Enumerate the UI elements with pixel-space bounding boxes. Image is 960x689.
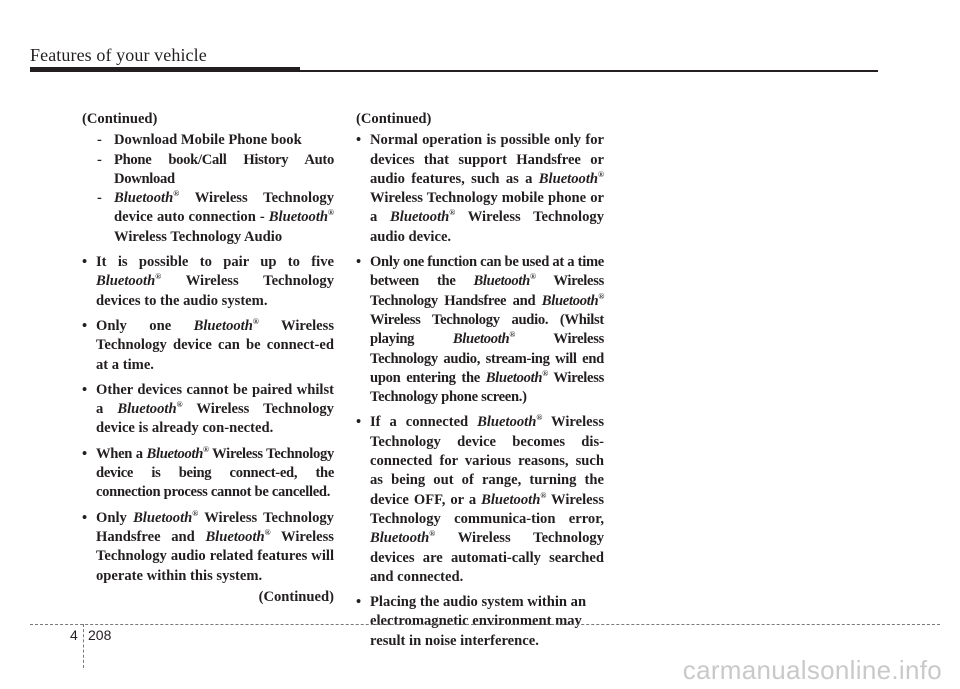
bullet-marker: •	[82, 509, 88, 526]
bullet-text: Wireless Technology audio related features will operate within this system.	[96, 528, 334, 584]
bullet-text: Only	[96, 509, 127, 526]
bullet-marker: •	[82, 317, 88, 334]
watermark: carmanualsonline.info	[682, 655, 942, 685]
registered-mark: ®	[509, 330, 516, 340]
bullet-one-function	[356, 253, 604, 407]
bullet-text: Wireless Technology audio device.	[370, 209, 604, 245]
dash-marker: -	[97, 190, 102, 207]
bullet-text: Wireless Technology Handsfree and	[370, 273, 604, 309]
registered-mark: ®	[536, 413, 543, 423]
left-column	[82, 110, 334, 607]
page-number: 208	[88, 627, 112, 643]
continued-label: (Continued)	[356, 111, 432, 127]
bluetooth-term: Bluetooth	[473, 273, 530, 290]
registered-mark: ®	[540, 490, 547, 500]
bluetooth-term: Bluetooth	[193, 317, 253, 334]
bullet-marker: •	[356, 414, 362, 431]
bullet-pair-limit	[82, 253, 334, 311]
bullet-handsfree-features	[82, 509, 334, 586]
dash-marker: -	[97, 151, 102, 168]
bluetooth-term: Bluetooth	[133, 509, 193, 526]
bullet-text: Only one	[96, 317, 172, 334]
dash-marker: -	[97, 132, 102, 149]
sub-item-text: Phone book/Call History Auto Download	[114, 151, 334, 187]
bluetooth-term: Bluetooth	[452, 331, 510, 348]
registered-mark: ®	[530, 272, 536, 282]
bluetooth-term: Bluetooth	[477, 414, 537, 431]
registered-mark: ®	[173, 189, 180, 199]
bullet-disconnected	[356, 413, 604, 587]
bullet-text: Wireless Technology device is being connect-ed, the connection process cannot be cancelled.	[96, 445, 334, 501]
footer-dotted-rule	[30, 624, 940, 625]
continued-label-bottom: (Continued)	[258, 588, 334, 605]
bullet-cannot-pair	[82, 381, 334, 439]
bluetooth-term: Bluetooth	[146, 445, 204, 462]
sub-item-auto-download	[82, 151, 334, 190]
registered-mark: ®	[155, 272, 162, 282]
bluetooth-term: Bluetooth	[481, 491, 541, 508]
bluetooth-term: Bluetooth	[390, 209, 450, 226]
registered-mark: ®	[598, 169, 604, 179]
bullet-text: Other devices cannot be paired whilst a	[96, 381, 334, 418]
bullet-text: Wireless Technology mobile phone or a	[370, 190, 604, 226]
header-rule-thick	[30, 67, 300, 72]
bullet-marker: •	[356, 132, 362, 149]
registered-mark: ®	[542, 368, 548, 378]
bullet-text: Wireless Technology Handsfree and	[96, 509, 334, 545]
bluetooth-term: Bluetooth	[485, 369, 543, 386]
bullet-text: Wireless Technology audio, stream-ing will end upon entering the	[370, 331, 604, 386]
bullet-text: Wireless Technology devices are automati-cally searched and connected.	[370, 530, 604, 585]
bluetooth-term: Bluetooth	[538, 170, 598, 187]
bullet-text: It is possible to pair up to five	[96, 254, 334, 271]
bluetooth-term: Bluetooth	[268, 209, 328, 226]
registered-mark: ®	[176, 400, 183, 410]
bullet-text: Only one function can be used at a time between the	[370, 254, 604, 290]
bullet-connecting	[82, 445, 334, 503]
registered-mark: ®	[252, 316, 259, 326]
bullet-marker: •	[82, 381, 88, 398]
sub-item-download-phonebook	[82, 131, 334, 150]
page-header-title: Features of your vehicle	[30, 45, 207, 65]
bullet-text: Wireless Technology device is already con-nected.	[96, 401, 334, 437]
bullet-noise-interference	[356, 593, 604, 651]
bullet-text: If a connected	[370, 414, 469, 431]
bullet-normal-operation	[356, 131, 604, 247]
registered-mark: ®	[328, 208, 334, 218]
bullet-text: When a	[96, 445, 143, 462]
registered-mark: ®	[192, 508, 199, 518]
bluetooth-term: Bluetooth	[96, 273, 156, 290]
sub-item-text: Download Mobile Phone book	[114, 132, 302, 149]
bullet-one-device	[82, 317, 334, 375]
sub-item-text: Wireless Technology device auto connection -	[114, 190, 334, 226]
bluetooth-term: Bluetooth	[205, 528, 265, 545]
bluetooth-term: Bluetooth	[541, 292, 599, 309]
bullet-marker: •	[356, 254, 361, 271]
bullet-text: Normal operation is possible only for devices that support Handsfree or audio features, such as a	[370, 132, 604, 187]
header-rule-thin	[300, 70, 878, 72]
bullet-text: Wireless Technology device can be connect-ed at a time.	[96, 317, 334, 373]
bullet-text: Placing the audio system within an electromagnetic environment may result in noise interference.	[370, 594, 587, 649]
registered-mark: ®	[598, 291, 604, 301]
bullet-marker: •	[82, 445, 87, 462]
registered-mark: ®	[264, 527, 271, 537]
section-number: 4	[70, 627, 78, 643]
sub-item-text: Wireless Technology Audio	[114, 228, 283, 245]
right-column	[356, 110, 604, 657]
bullet-text: Wireless Technology phone screen.)	[370, 369, 604, 406]
bullet-text: Wireless Technology device becomes dis-connected for various reasons, such as being out of range, turning the device OFF, or a	[370, 414, 604, 508]
footer-dotted-divider	[83, 624, 84, 668]
bullet-marker: •	[356, 594, 362, 611]
continued-label: (Continued)	[82, 111, 158, 127]
bullet-text: Wireless Technology communica-tion error,	[370, 491, 604, 527]
bluetooth-term: Bluetooth	[117, 401, 177, 418]
sub-item-auto-connection	[82, 189, 334, 247]
registered-mark: ®	[203, 444, 209, 454]
registered-mark: ®	[449, 208, 456, 218]
registered-mark: ®	[429, 529, 436, 539]
bullet-text: Wireless Technology devices to the audio system.	[96, 273, 334, 309]
bullet-marker: •	[82, 254, 88, 271]
bluetooth-term: Bluetooth	[370, 530, 430, 547]
bullet-text: Wireless Technology audio. (Whilst playing	[370, 311, 604, 348]
bluetooth-term: Bluetooth	[114, 190, 174, 207]
